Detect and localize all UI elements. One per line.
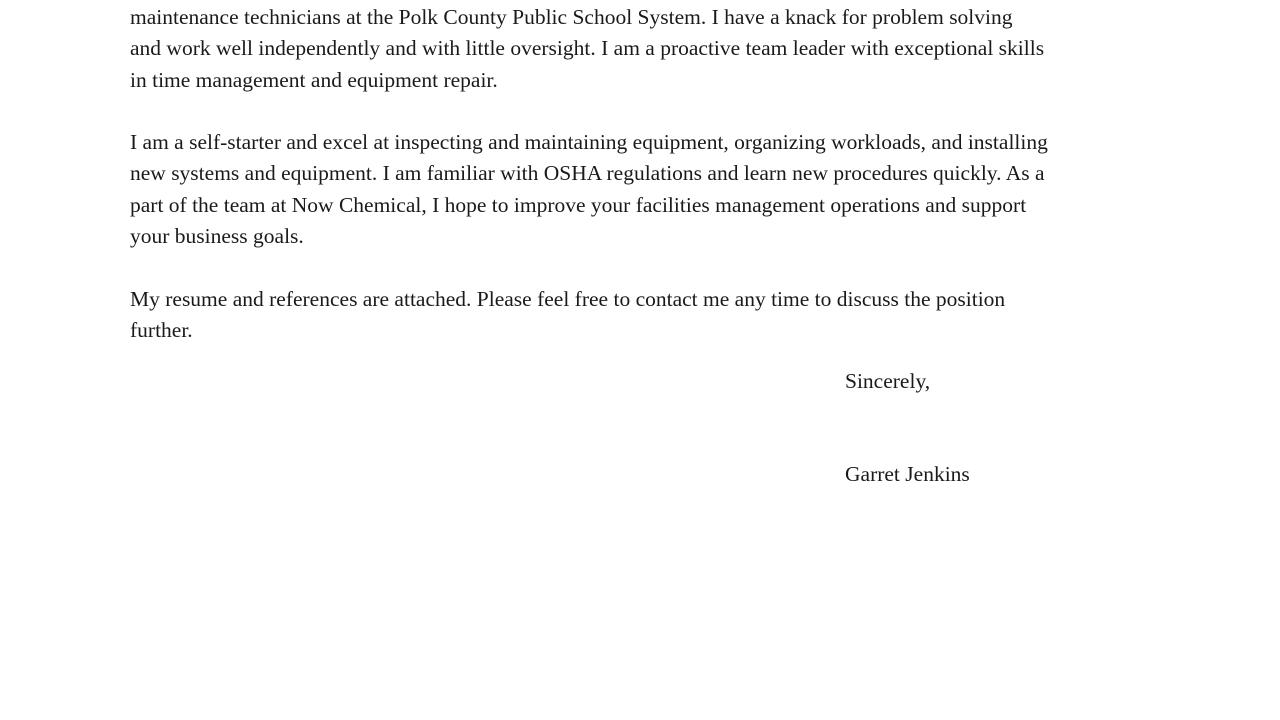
signature-name: Garret Jenkins (845, 462, 970, 486)
paragraph-line: part of the team at Now Chemical, I hope to improve your facilities management operations and support (130, 193, 1027, 217)
paragraph-line: new systems and equipment. I am familiar with OSHA regulations and learn new procedures quickly. As a (130, 161, 1045, 185)
paragraph-line: further. (130, 318, 193, 342)
paragraph-line: and work well independently and with little oversight. I am a proactive team leader with exceptional skills (130, 36, 1045, 60)
closing-salutation: Sincerely, (845, 369, 931, 393)
paragraph-line: your business goals. (130, 224, 304, 248)
paragraph-line: maintenance technicians at the Polk County Public School System. I have a knack for problem solving (130, 5, 1013, 29)
paragraph-line: in time management and equipment repair. (130, 68, 498, 92)
paragraph-line: My resume and references are attached. Please feel free to contact me any time to discuss the position (130, 287, 1006, 311)
paragraph-line: I am a self-starter and excel at inspecting and maintaining equipment, organizing workloads, and installing (130, 130, 1048, 154)
